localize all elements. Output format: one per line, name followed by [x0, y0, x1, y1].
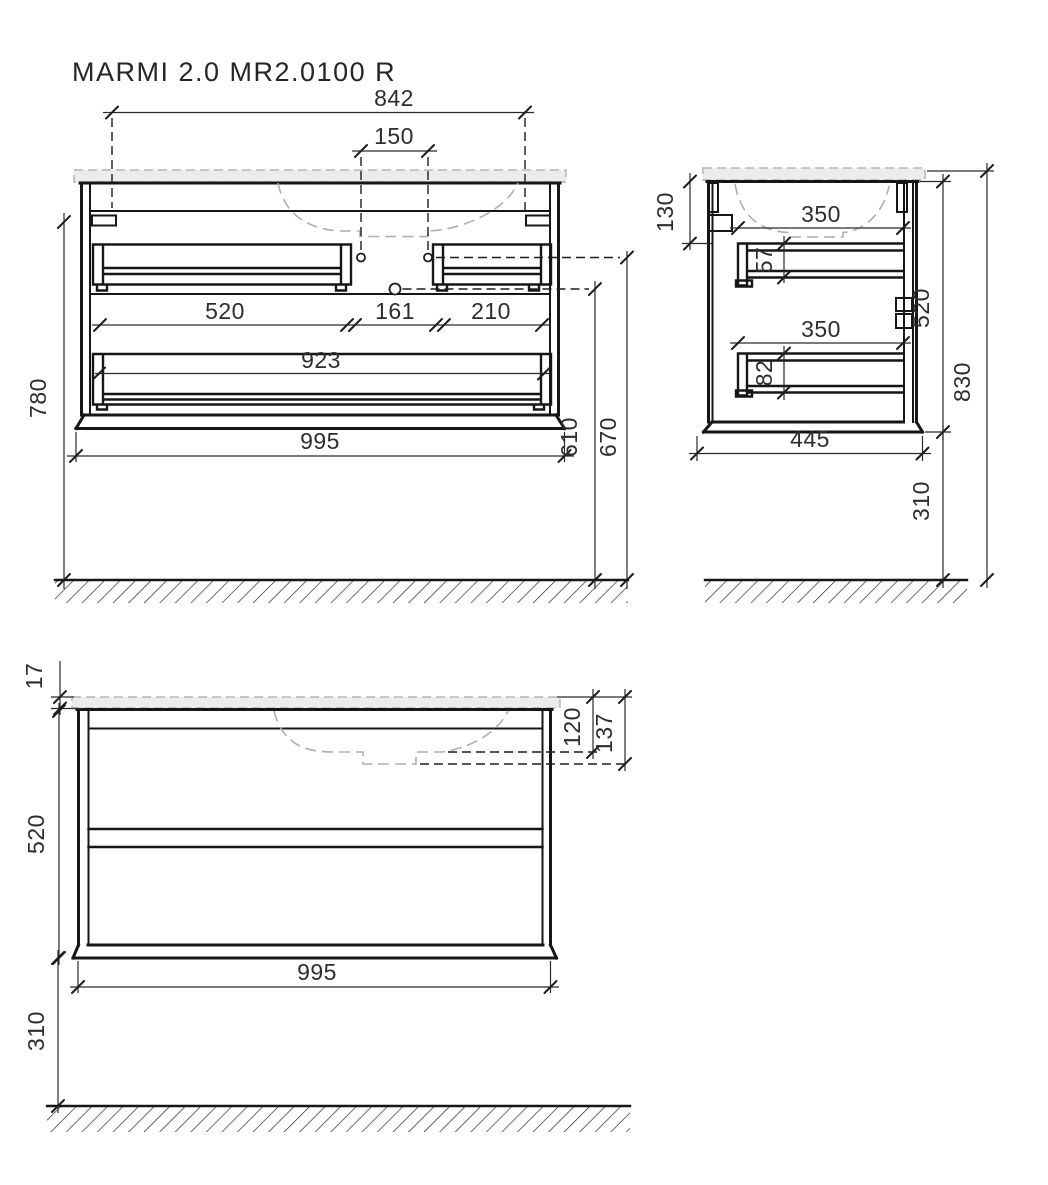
dim-inner-width: [93, 347, 550, 380]
dim-130-label: 130: [652, 192, 678, 232]
dim-cabinet-width-front: [67, 428, 574, 462]
dim-top-section: [652, 173, 712, 250]
dim-350-top-label: 350: [801, 201, 841, 227]
front-countertop: [74, 170, 566, 182]
dim-17-label: 17: [21, 662, 47, 690]
dim-161-label: 161: [375, 298, 415, 324]
bottom-view: [21, 661, 632, 1132]
dim-137-label: 137: [591, 713, 617, 753]
dim-cabinet-height-bottom: [23, 703, 65, 965]
dim-lower-depth: [730, 316, 911, 349]
dim-150-label: 150: [374, 123, 414, 149]
dim-faucet-holes: [352, 123, 437, 157]
dim-57-label: 57: [751, 246, 777, 274]
drawing-title: MARMI 2.0 MR2.0100 R: [72, 57, 397, 87]
dim-overall-top: [103, 85, 534, 119]
dim-670-label: 670: [595, 417, 621, 457]
front-basin-outline: [278, 183, 518, 237]
bottom-floor-hatch: [47, 1107, 630, 1132]
side-floor-hatch: [705, 581, 967, 603]
bottom-cabinet-outline: [73, 710, 557, 959]
dim-floor-clearance-side: [908, 425, 949, 588]
dim-445-label: 445: [790, 426, 830, 452]
front-knob-point: [390, 284, 401, 295]
dim-cabinet-width-bottom: [70, 959, 559, 993]
dim-350-bottom-label: 350: [801, 316, 841, 342]
front-reference-dashes: [112, 118, 620, 289]
dim-310-side-label: 310: [908, 481, 934, 521]
front-floor-hatch: [55, 581, 628, 603]
dim-210-label: 210: [471, 298, 511, 324]
front-upper-drawers: [93, 245, 551, 291]
dim-520-bottom-label: 520: [23, 814, 49, 854]
dim-drawer-segments: [92, 298, 551, 331]
dim-floor-clearance-bottom: [23, 950, 64, 1113]
dim-310-bottom-label: 310: [23, 1011, 49, 1051]
bottom-basin-outline: [274, 711, 508, 764]
dim-height-to-floor: [25, 213, 70, 589]
dim-610-label: 610: [556, 417, 582, 457]
dim-cabinet-height-side: [908, 174, 951, 440]
front-view: [25, 85, 633, 603]
side-view: [652, 163, 994, 603]
dim-830-label: 830: [949, 362, 975, 402]
front-handle-fixing-left: [357, 254, 365, 262]
bottom-drawer-gap-lines: [89, 829, 543, 847]
dim-995-bottom-label: 995: [297, 959, 337, 985]
side-countertop: [703, 168, 925, 180]
dim-780-label: 780: [25, 378, 51, 418]
dim-842-label: 842: [374, 85, 414, 111]
dim-520-label: 520: [205, 298, 245, 324]
dim-120-label: 120: [559, 707, 585, 747]
dim-handle-height: [595, 251, 633, 589]
bottom-countertop: [72, 697, 560, 708]
dim-923-label: 923: [301, 347, 341, 373]
front-handle-fixing-right: [424, 254, 432, 262]
dim-total-height: [927, 163, 994, 588]
dim-upper-depth: [730, 201, 911, 234]
dim-82-label: 82: [751, 359, 777, 387]
dim-520-side-label: 520: [908, 288, 934, 328]
dim-995-label: 995: [300, 428, 340, 454]
